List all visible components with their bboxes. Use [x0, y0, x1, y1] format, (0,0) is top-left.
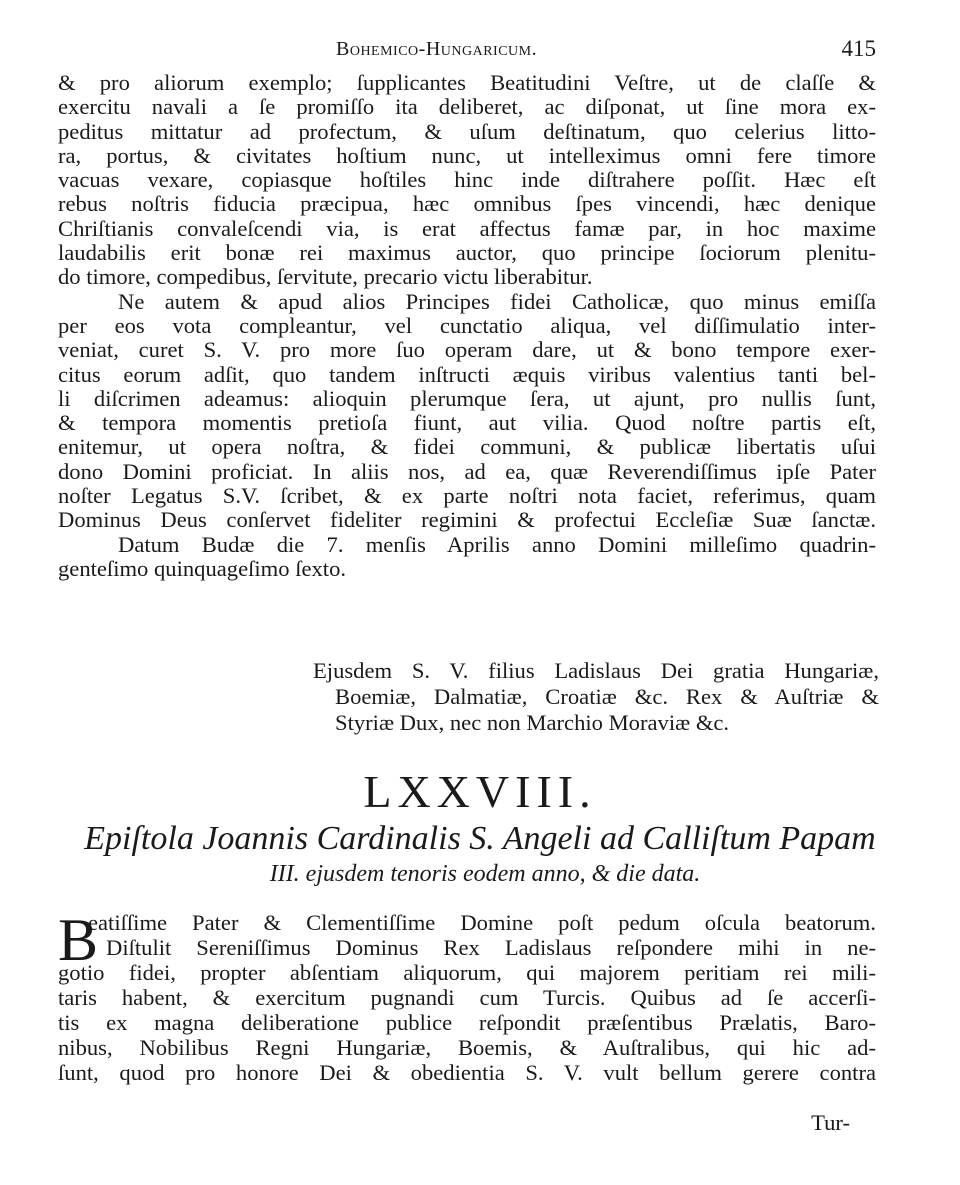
page-number: 415	[841, 36, 876, 61]
text-line: dono Domini proficiat. In aliis nos, ad ea, quæ Reverendiſſimus ipſe Pater	[58, 458, 876, 484]
main-text	[58, 71, 876, 581]
text-line: exercitu navali a ſe promiſſo ita deliberet, ac diſponat, ut ſine mora ex-	[58, 94, 876, 120]
text-line: taris habent, & exercitum pugnandi cum Turcis. Quibus ad ſe accerſi-	[58, 985, 876, 1010]
text-line: noſter Legatus S.V. ſcribet, & ex parte noſtri nota faciet, referimus, quam	[58, 483, 876, 509]
text-line: per eos vota compleantur, vel cunctatio aliqua, vel diſſimulatio inter-	[58, 312, 876, 338]
epistle-heading	[0, 820, 960, 890]
text-line: Datum Budæ die 7. menſis Aprilis anno Domini milleſimo quadrin-	[118, 531, 876, 557]
text-line: veniat, curet S. V. pro more ſuo operam dare, ut & bono tempore exer-	[58, 337, 876, 363]
text-line: Diſtulit Sereniſſimus Dominus Rex Ladislaus reſpondere mihi in ne-	[106, 935, 876, 960]
text-line: genteſimo quinquageſimo ſexto.	[58, 555, 347, 581]
section-number: LXXVIII.	[363, 766, 597, 817]
text-line: enitemur, ut opera noſtra, & fidei communi, & publicæ libertatis uſui	[58, 434, 876, 460]
drop-cap: B	[58, 907, 99, 973]
signature-block	[313, 658, 879, 736]
text-line: vacuas vexare, copiasque hoſtiles hinc inde diſtrahere poſſit. Hæc eſt	[58, 167, 876, 193]
text-line: ſunt, quod pro honore Dei & obedientia S. V. vult bellum gerere contra	[58, 1060, 876, 1085]
text-line: Ne autem & apud alios Principes fidei Catholicæ, quo minus emiſſa	[118, 288, 876, 314]
text-line: rebus noſtris fiducia præcipua, hæc omnibus ſpes vincendi, hæc denique	[58, 191, 876, 217]
text-line: tis ex magna deliberatione publice reſpondit præſentibus Prælatis, Baro-	[58, 1010, 876, 1035]
signature-line: Boemiæ, Dalmatiæ, Croatiæ &c. Rex & Auſtriæ &	[335, 684, 879, 709]
text-line: & tempora momentis pretioſa fiunt, aut vilia. Quod noſtre partis eſt,	[58, 410, 876, 436]
text-line: peditus mittatur ad profectum, & uſum deſtinatum, quo celerius litto-	[58, 118, 876, 144]
text-line: & pro aliorum exemplo; ſupplicantes Beatitudini Veſtre, ut de claſſe &	[58, 70, 876, 95]
text-line: Chriſtianis convaleſcendi via, is erat affectus famæ par, in hoc maxime	[58, 215, 876, 241]
text-line: li diſcrimen adeamus: alioquin plerumque ſera, ut ajunt, pro nullis ſunt,	[58, 385, 876, 411]
text-line: do timore, compedibus, ſervitute, precario victu liberabitur.	[58, 264, 593, 290]
signature-line: Styriæ Dux, nec non Marchio Moraviæ &c.	[335, 710, 730, 735]
running-head	[0, 38, 960, 68]
running-title: Bohemico-Hungaricum.	[336, 38, 538, 60]
text-line: nibus, Nobilibus Regni Hungariæ, Boemis, & Auſtralibus, qui hic ad-	[58, 1035, 876, 1060]
text-line: eatiſſime Pater & Clementiſſime Domine poſt pedum oſcula beatorum.	[88, 910, 876, 935]
text-line: citus eorum adſit, quo tandem inſtructi æquis viribus valentius tanti bel-	[58, 361, 876, 387]
paragraph-3	[58, 533, 876, 582]
catchword: Tur-	[811, 1110, 850, 1135]
text-line: Dominus Deus conſervet fideliter regimini & profectui Eccleſiæ Suæ ſanctæ.	[58, 507, 876, 533]
signature-line: Ejusdem S. V. filius Ladislaus Dei gratia Hungariæ,	[313, 658, 879, 683]
paragraph-2	[58, 290, 876, 533]
letter-text	[58, 907, 876, 1085]
text-line: laudabilis erit bonæ rei maximus auctor, quo principe ſociorum plenitu-	[58, 240, 876, 266]
text-line: ra, portus, & civitates hoſtium nunc, ut intelleximus omni fere timore	[58, 142, 876, 168]
epistle-title-line-1: Epiſtola Joannis Cardinalis S. Angeli ad Calliſtum Papam	[84, 820, 876, 857]
epistle-title-line-2: III. ejusdem tenoris eodem anno, & die data.	[269, 861, 701, 887]
text-line: gotio fidei, propter abſentiam aliquorum, qui majorem peritiam rei mili-	[58, 960, 876, 985]
paragraph-1	[58, 71, 876, 290]
